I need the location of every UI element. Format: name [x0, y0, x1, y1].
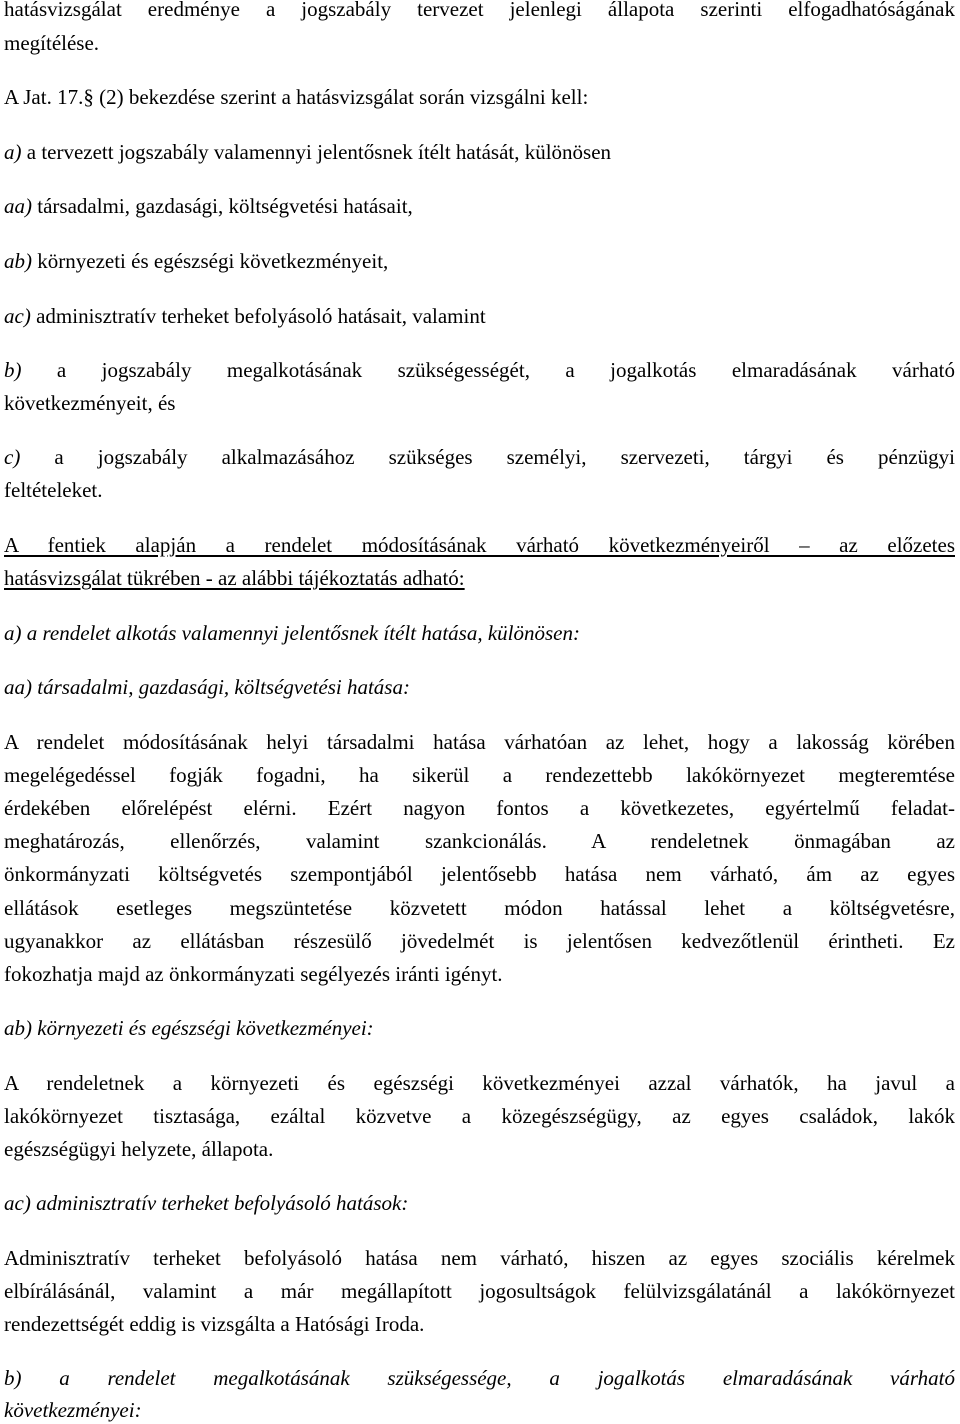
law-item-ab-label: ab) — [4, 249, 32, 273]
section-aa-heading: aa) társadalmi, gazdasági, költségvetési hatása: — [4, 675, 410, 699]
law-item-b-line-2: következményeit, és — [4, 391, 176, 415]
intro-line-1: hatásvizsgálat eredménye a jogszabály tervezet jelenlegi állapota szerinti elfogadhatóságának — [4, 0, 955, 21]
section-aa-para-line: önkormányzati költségvetés szempontjából jelentősebb hatása nem várható, ám az egyes — [4, 862, 955, 886]
law-item-ac-text: adminisztratív terheket befolyásoló hatásait, valamint — [30, 304, 486, 328]
law-item-ab — [4, 248, 955, 274]
section-aa-para-line: megelégedéssel fogják fogadni, ha sikerül a rendezettebb lakókörnyezet megteremtése — [4, 763, 955, 787]
section-aa-para-line: meghatározás, ellenőrzés, valamint szankcionálás. A rendeletnek önmagában az — [4, 829, 955, 853]
section-ab-heading: ab) környezeti és egészségi következményei: — [4, 1016, 374, 1040]
law-item-a-text: a tervezett jogszabály valamennyi jelentősnek ítélt hatását, különösen — [21, 140, 612, 164]
law-item-a-label: a) — [4, 140, 22, 164]
law-item-c-text: a jogszabály alkalmazásához szükséges személyi, szervezeti, tárgyi és pénzügyi — [20, 445, 955, 469]
intro-line-2: megítélése. — [4, 31, 100, 55]
law-item-a — [4, 139, 955, 165]
law-item-aa-label: aa) — [4, 194, 32, 218]
law-item-ac — [4, 303, 955, 329]
underlined-summary-line-2: hatásvizsgálat tükrében - az alábbi tájékoztatás adható: — [4, 566, 465, 590]
law-item-aa — [4, 193, 955, 219]
section-ac-para-line: elbírálásánál, valamint a már megállapított jogosultságok felülvizsgálatánál a lakókörnyezet — [4, 1279, 955, 1303]
law-item-b — [4, 357, 955, 383]
law-item-b-text: a jogszabály megalkotásának szükségességét, a jogalkotás elmaradásának várható — [21, 358, 955, 382]
law-item-c — [4, 444, 955, 470]
section-b-heading-line-1: b) a rendelet megalkotásának szükségessége, a jogalkotás elmaradásának várható — [4, 1366, 955, 1390]
law-item-aa-text: társadalmi, gazdasági, költségvetési hatásait, — [32, 194, 413, 218]
section-aa-para-line: ugyanakkor az ellátásban részesülő jövedelmét is jelentősen kedvezőtlenül érintheti. Ez — [4, 929, 955, 953]
section-aa-para-line: fokozhatja majd az önkormányzati segélyezés iránti igényt. — [4, 962, 503, 986]
section-ac-para-line: rendezettségét eddig is vizsgálta a Hatósági Iroda. — [4, 1312, 425, 1336]
underlined-summary-line-1: A fentiek alapján a rendelet módosításának várható következményeiről – az előzetes — [4, 533, 955, 557]
section-ac-para-line: Adminisztratív terheket befolyásoló hatása nem várható, hiszen az egyes szociális kérelmek — [4, 1246, 955, 1270]
section-ab-para-line: lakókörnyezet tisztasága, ezáltal közvetve a közegészségügy, az egyes családok, lakók — [4, 1104, 955, 1128]
section-ab-para-line: egészségügyi helyzete, állapota. — [4, 1137, 274, 1161]
law-item-c-label: c) — [4, 445, 21, 469]
section-aa-para-line: érdekében előrelépést elérni. Ezért nagyon fontos a következetes, egyértelmű feladat- — [4, 796, 955, 820]
law-item-ac-label: ac) — [4, 304, 31, 328]
section-ab-para-line: A rendeletnek a környezeti és egészségi következményei azzal várhatók, ha javul a — [4, 1071, 955, 1095]
section-aa-para-line: ellátások esetleges megszüntetése közvetett módon hatással lehet a költségvetésre, — [4, 896, 955, 920]
law-item-ab-text: környezeti és egészségi következményeit, — [32, 249, 389, 273]
section-ac-heading: ac) adminisztratív terheket befolyásoló hatások: — [4, 1191, 409, 1215]
intro-line-3: A Jat. 17.§ (2) bekezdése szerint a hatásvizsgálat során vizsgálni kell: — [4, 85, 589, 109]
section-aa-para-line: A rendelet módosításának helyi társadalmi hatása várhatóan az lehet, hogy a lakosság körében — [4, 730, 955, 754]
section-b-heading-line-2: következményei: — [4, 1398, 142, 1422]
section-a-heading: a) a rendelet alkotás valamennyi jelentősnek ítélt hatása, különösen: — [4, 621, 580, 645]
law-item-b-label: b) — [4, 358, 22, 382]
law-item-c-line-2: feltételeket. — [4, 478, 103, 502]
